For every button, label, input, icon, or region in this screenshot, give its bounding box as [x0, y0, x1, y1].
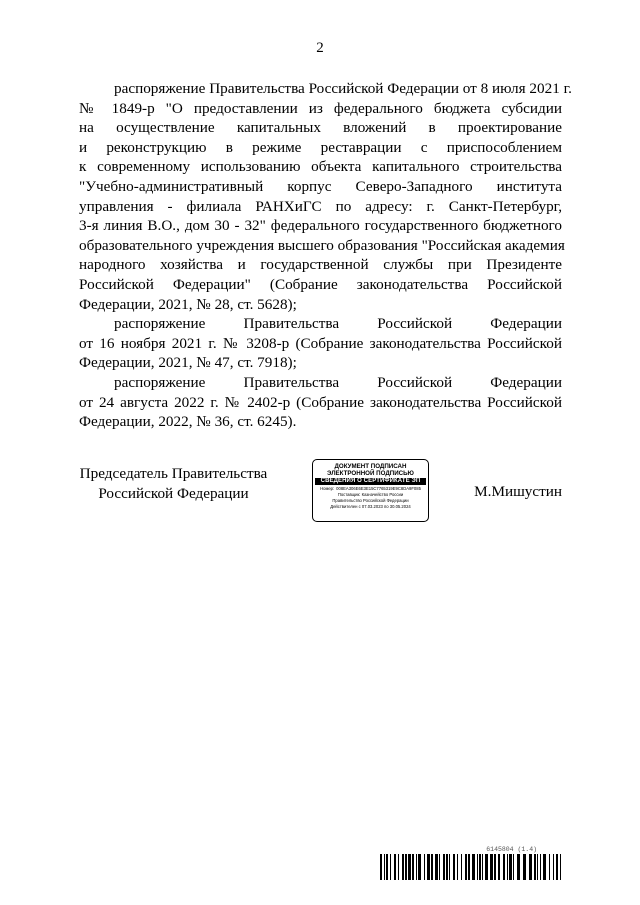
page-number: 2	[316, 40, 324, 56]
text-line: управления - филиала РАНХиГС по адресу: г. Санкт-Петербург,	[79, 197, 562, 215]
stamp-issuer: Поставщик: Казначейство России	[337, 492, 404, 497]
stamp-title: ДОКУМЕНТ ПОДПИСАН	[334, 463, 407, 470]
text-line: распоряжение Правительства Российской Федерации от 8 июля 2021 г.	[114, 80, 572, 97]
text-line: "Учебно-административный корпус Северо-Западного института	[79, 177, 562, 195]
text-line: к современному использованию объекта капитального строительства	[79, 158, 562, 176]
text-line: распоряжение Правительства Российской Федерации	[114, 373, 562, 391]
paragraph	[79, 79, 572, 314]
electronic-signature-stamp	[312, 459, 429, 522]
text-line: Федерации, 2022, № 36, ст. 6245).	[79, 413, 297, 431]
stamp-number-value: 008EA306E6E3E15C7765319E9C8DA9F085	[336, 486, 421, 491]
text-line: и реконструкцию в режиме реставрации с приспособлением	[79, 138, 562, 156]
position-line: Российской Федерации	[98, 484, 249, 502]
stamp-title: ЭЛЕКТРОННОЙ ПОДПИСЬЮ	[327, 470, 414, 477]
signatory-position	[79, 464, 268, 503]
position-line: Председатель Правительства	[79, 465, 268, 482]
document-body	[79, 79, 572, 432]
stamp-owner: Правительство Российской Федерации	[332, 498, 409, 503]
paragraph	[79, 373, 562, 432]
text-line: образовательного учреждения высшего образования "Российская академия	[79, 236, 565, 254]
text-line: на осуществление капитальных вложений в проектирование	[79, 119, 562, 137]
text-line: Федерации, 2021, № 47, ст. 7918);	[79, 354, 297, 372]
text-line: Федерации, 2021, № 28, ст. 5628);	[79, 295, 297, 313]
stamp-validity: Действителен с 07.03.2023 по 30.05.2024	[330, 504, 411, 509]
text-line: от 24 августа 2022 г. № 2402-р (Собрание законодательства Российской	[79, 393, 562, 411]
barcode-block	[380, 846, 563, 880]
text-line: народного хозяйства и государственной службы при Президенте	[79, 256, 562, 274]
stamp-number-label: Номер:	[320, 486, 335, 491]
text-line: от 16 ноября 2021 г. № 3208-р (Собрание законодательства Российской	[79, 334, 562, 352]
text-line: распоряжение Правительства Российской Федерации	[114, 315, 562, 333]
text-line: № 1849-р "О предоставлении из федерального бюджета субсидии	[79, 99, 562, 117]
barcode-icon	[380, 854, 563, 880]
text-line: 3-я линия В.О., дом 30 - 32" федерального государственного бюджетного	[79, 217, 562, 235]
barcode-label: 6145804 (1.4)	[486, 846, 537, 853]
paragraph	[79, 314, 562, 373]
stamp-band: СВЕДЕНИЯ О СЕРТИФИКАТЕ ЭП	[315, 478, 426, 485]
text-line: Российской Федерации" (Собрание законодательства Российской	[79, 275, 562, 293]
signatory-name: М.Мишустин	[474, 483, 562, 500]
